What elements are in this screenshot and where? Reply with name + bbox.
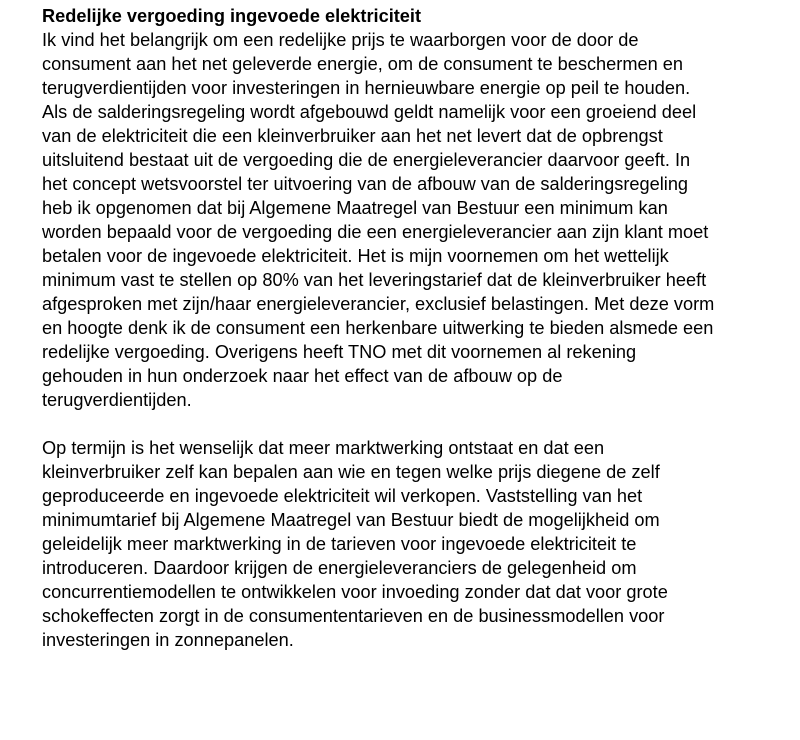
paragraph-1-line: en hoogte denk ik de consument een herkenbare uitwerking te bieden alsmede een xyxy=(42,318,714,338)
paragraph-1-line: consument aan het net geleverde energie, om de consument te beschermen en xyxy=(42,54,684,74)
paragraph-2-line: concurrentiemodellen te ontwikkelen voor invoeding zonder dat dat voor grote xyxy=(42,582,668,602)
paragraph-1-line: van de elektriciteit die een kleinverbruiker aan het net levert dat de opbrengst xyxy=(42,126,663,146)
section-heading: Redelijke vergoeding ingevoede elektriciteit xyxy=(42,6,422,26)
paragraph-1-line: Als de salderingsregeling wordt afgebouwd geldt namelijk voor een groeiend deel xyxy=(42,102,697,122)
document-body xyxy=(42,4,782,652)
paragraph-1-line: worden bepaald voor de vergoeding die een energieleverancier aan zijn klant moet xyxy=(42,222,709,242)
paragraph-2-line: minimumtarief bij Algemene Maatregel van Bestuur biedt de mogelijkheid om xyxy=(42,510,660,530)
paragraph-2-line: geproduceerde en ingevoede elektriciteit wil verkopen. Vaststelling van het xyxy=(42,486,643,506)
paragraph-1-line: Ik vind het belangrijk om een redelijke prijs te waarborgen voor de door de xyxy=(42,30,639,50)
paragraph-2-line: schokeffecten zorgt in de consumententarieven en de businessmodellen voor xyxy=(42,606,665,626)
paragraph-2-line: Op termijn is het wenselijk dat meer marktwerking ontstaat en dat een xyxy=(42,438,605,458)
paragraph-1-line: afgesproken met zijn/haar energieleverancier, exclusief belastingen. Met deze vorm xyxy=(42,294,715,314)
paragraph-1-line: het concept wetsvoorstel ter uitvoering van de afbouw van de salderingsregeling xyxy=(42,174,689,194)
paragraph-1-line: terugverdientijden voor investeringen in hernieuwbare energie op peil te houden. xyxy=(42,78,691,98)
paragraph-1-line: uitsluitend bestaat uit de vergoeding die de energieleverancier daarvoor geeft. In xyxy=(42,150,691,170)
paragraph-2-line: investeringen in zonnepanelen. xyxy=(42,630,294,650)
paragraph-2-line: geleidelijk meer marktwerking in de tarieven voor ingevoede elektriciteit te xyxy=(42,534,637,554)
paragraph-1-line: betalen voor de ingevoede elektriciteit. Het is mijn voornemen om het wettelijk xyxy=(42,246,669,266)
paragraph-1-line: heb ik opgenomen dat bij Algemene Maatregel van Bestuur een minimum kan xyxy=(42,198,668,218)
paragraph-1-line: terugverdientijden. xyxy=(42,390,192,410)
paragraph-1 xyxy=(42,28,782,412)
paragraph-1-line: gehouden in hun onderzoek naar het effect van de afbouw op de xyxy=(42,366,563,386)
paragraph-2-line: introduceren. Daardoor krijgen de energieleveranciers de gelegenheid om xyxy=(42,558,637,578)
paragraph-2 xyxy=(42,436,782,652)
paragraph-2-line: kleinverbruiker zelf kan bepalen aan wie en tegen welke prijs diegene de zelf xyxy=(42,462,660,482)
paragraph-1-line: minimum vast te stellen op 80% van het leveringstarief dat de kleinverbruiker heeft xyxy=(42,270,707,290)
paragraph-1-line: redelijke vergoeding. Overigens heeft TNO met dit voornemen al rekening xyxy=(42,342,637,362)
